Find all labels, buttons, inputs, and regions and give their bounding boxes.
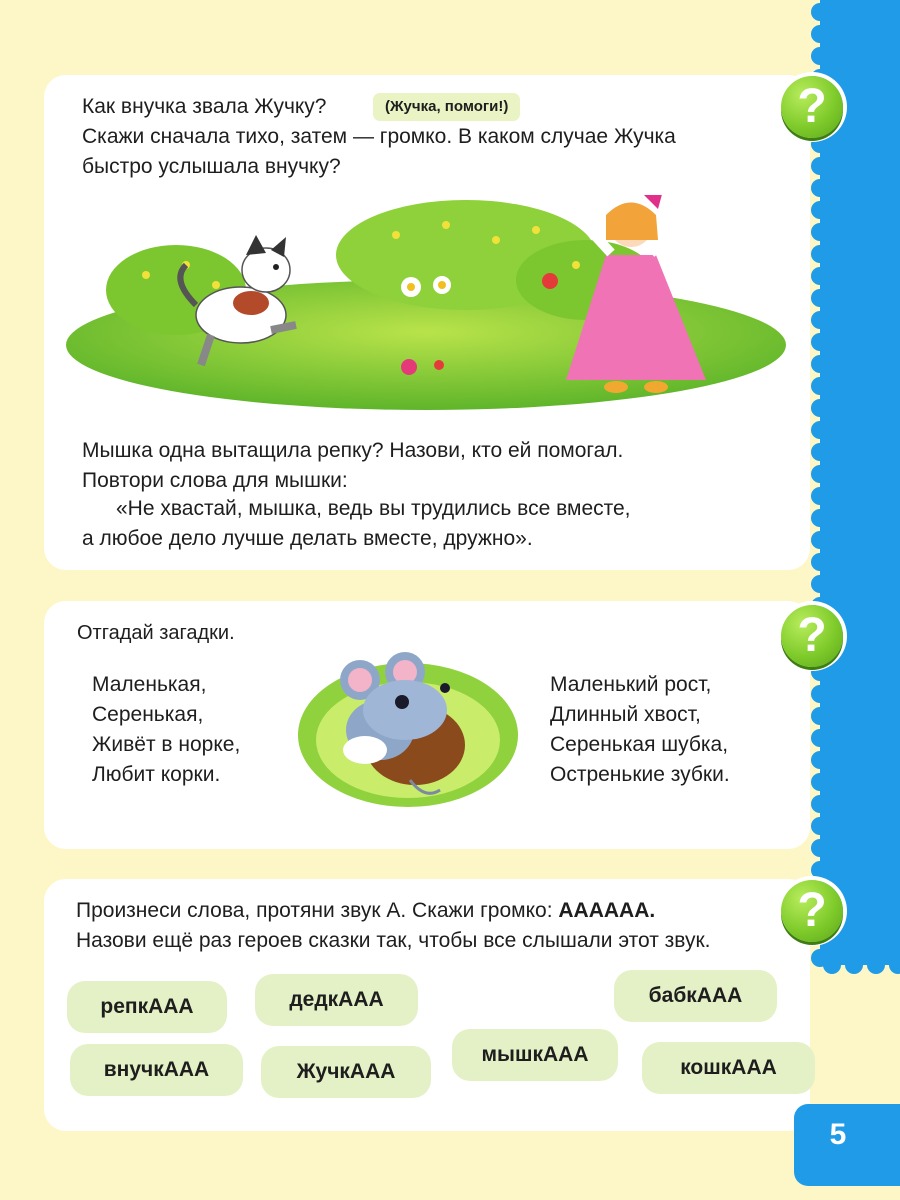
riddle-line: Остренькие зубки.	[550, 763, 730, 786]
question-badge-icon: ?	[781, 880, 843, 942]
word-card: бабкААА	[614, 970, 777, 1022]
word-card: внучкААА	[70, 1044, 243, 1096]
long-sound-a: АААААА.	[558, 899, 656, 922]
mouse-illustration	[290, 640, 520, 810]
riddle-line: Любит корки.	[92, 763, 221, 786]
riddle-line: Длинный хвост,	[550, 703, 701, 726]
question-line: Как внучка звала Жучку?	[82, 95, 327, 118]
riddle-line: Живёт в норке,	[92, 733, 241, 756]
meadow-illustration	[66, 195, 786, 420]
question-badge-icon: ?	[781, 605, 843, 667]
word-card: дедкААА	[255, 974, 418, 1026]
task-line	[76, 896, 655, 926]
question-line: Скажи сначала тихо, затем — громко. В каком случае Жучка	[82, 125, 676, 148]
word-card: мышкААА	[452, 1029, 618, 1081]
word-card: репкААА	[67, 981, 227, 1033]
riddle-line: Маленькая,	[92, 673, 207, 696]
quote-line: а любое дело лучше делать вместе, дружно».	[82, 527, 533, 550]
riddle-line: Маленький рост,	[550, 673, 712, 696]
page-number: 5	[829, 1118, 847, 1151]
text-line: Повтори слова для мышки:	[82, 469, 348, 492]
word-card: ЖучкААА	[261, 1046, 431, 1098]
question-badge-icon: ?	[781, 76, 843, 138]
question-line: быстро услышала внучку?	[82, 155, 341, 178]
task-line: Назови ещё раз героев сказки так, чтобы все слышали этот звук.	[76, 929, 711, 952]
task-text: Произнеси слова, протяни звук А. Скажи громко:	[76, 899, 553, 922]
riddle-line: Серенькая,	[92, 703, 204, 726]
answer-hint: (Жучка, помоги!)	[373, 93, 520, 121]
side-strip	[810, 0, 900, 975]
text-line: Мышка одна вытащила репку? Назови, кто ей помогал.	[82, 439, 624, 462]
quote-line: «Не хвастай, мышка, ведь вы трудились все вместе,	[116, 497, 631, 520]
riddle-title: Отгадай загадки.	[77, 622, 235, 644]
word-card: кошкААА	[642, 1042, 815, 1094]
riddle-line: Серенькая шубка,	[550, 733, 729, 756]
